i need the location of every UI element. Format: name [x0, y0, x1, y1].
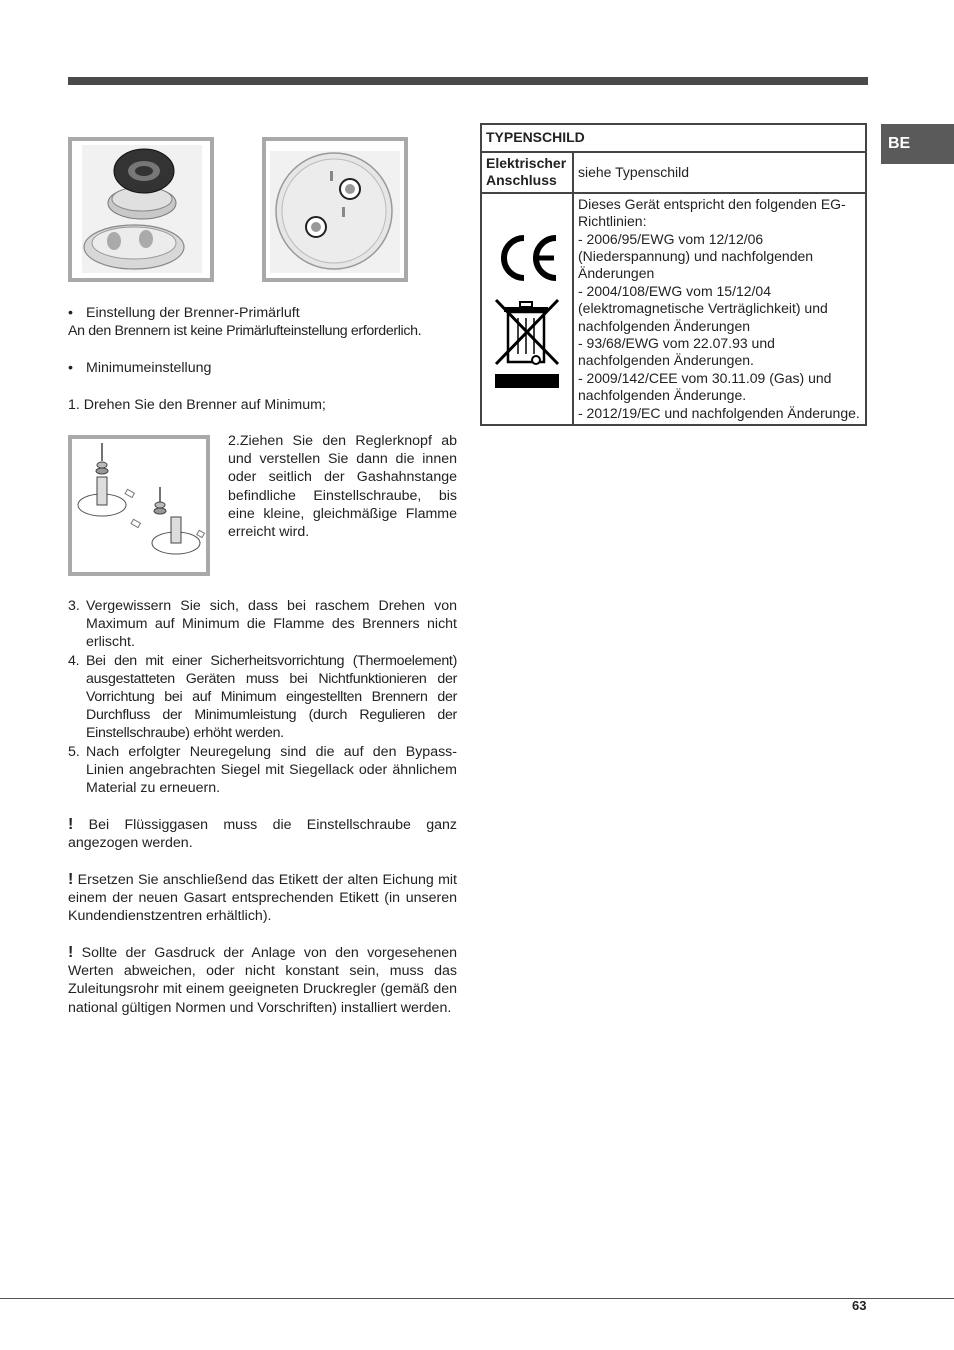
tap-adjustment-figure	[68, 435, 210, 576]
list-item: 3. Vergewissern Sie sich, dass bei raschem Drehen von Maximum auf Minimum die Flamme des Brenners nicht erlischt.	[68, 598, 457, 651]
list-item: 5. Nach erfolgter Neuregelung sind die auf den Bypass-Linien angebrachten Siegel mit Siegellack oder ähnlichem Material zu erneuern.	[68, 743, 457, 797]
warning-pressure: ! Sollte der Gasdruck der Anlage von den vorgesehenen Werten abweichen, oder nicht konstant sein, muss das Zuleitungsrohr mit einem geeigneten Druckregler (gemäß den national gültigen Normen und Vorschriften) installiert werden.	[68, 944, 457, 1016]
language-tab[interactable]: BE	[881, 124, 954, 164]
footer-divider	[0, 1298, 954, 1299]
page-number: 63	[852, 1298, 867, 1313]
tap-adjustment-illustration	[72, 439, 206, 572]
step-1: 1. Drehen Sie den Brenner auf Minimum;	[68, 397, 326, 413]
steps-list	[68, 597, 457, 797]
ce-mark-icon	[492, 224, 562, 294]
warning-lpg: ! Bei Flüssiggasen muss die Einstellschraube ganz angezogen werden.	[68, 816, 457, 852]
burner-base-illustration	[266, 141, 404, 278]
table-title: TYPENSCHILD	[481, 124, 866, 152]
burner-exploded-figure	[68, 137, 214, 282]
electrical-connection-value: siehe Typenschild	[573, 152, 866, 193]
header-bar	[68, 77, 868, 85]
rating-plate-table	[480, 123, 867, 426]
step-2: 2.Ziehen Sie den Reglerknopf ab und verstellen Sie dann die innen oder seitlich der Gashahnstange befindliche Einstellschraube, bis eine kleine, gleichmäßige Flamme erreicht wird.	[228, 433, 457, 541]
burner-base-figure	[262, 137, 408, 282]
burner-exploded-illustration	[72, 141, 210, 278]
warning-label: ! Ersetzen Sie anschließend das Etikett der alten Eichung mit einem der neuen Gasart entsprechenden Etikett (in unseren Kundendienstzentren erhältlich).	[68, 871, 457, 925]
electrical-connection-label: Elektrischer Anschluss	[481, 152, 573, 193]
certification-icons	[481, 193, 573, 425]
weee-bin-icon	[492, 298, 562, 390]
list-item: 4. Bei den mit einer Sicherheitsvorrichtung (Thermoelement) ausgestatteten Geräten muss bei Nichtfunktionieren der Vorrichtung bei auf Minimum eingestellten Brennern der Durchfluss der Minimumleistung (durch Regulieren der Einstellschraube) erhöht werden.	[68, 652, 457, 742]
primary-air-text: An den Brennern ist keine Primärlufteinstellung erforderlich.	[68, 323, 422, 339]
conformity-text: Dieses Gerät entspricht den folgenden EG-Richtlinien: - 2006/95/EWG vom 12/12/06 (Niederspannung) und nachfolgenden Änderungen - 2004/108/EWG vom 15/12/04 (elektromagnetische Verträglichkeit) und nachfolgenden Änderungen - 93/68/EWG vom 22.07.93 und nachfolgenden Änderungen. - 2009/142/CEE vom 30.11.09 (Gas) und nachfolgenden Änderunge. - 2012/19/EC und nachfolgenden Änderunge.	[573, 193, 866, 425]
